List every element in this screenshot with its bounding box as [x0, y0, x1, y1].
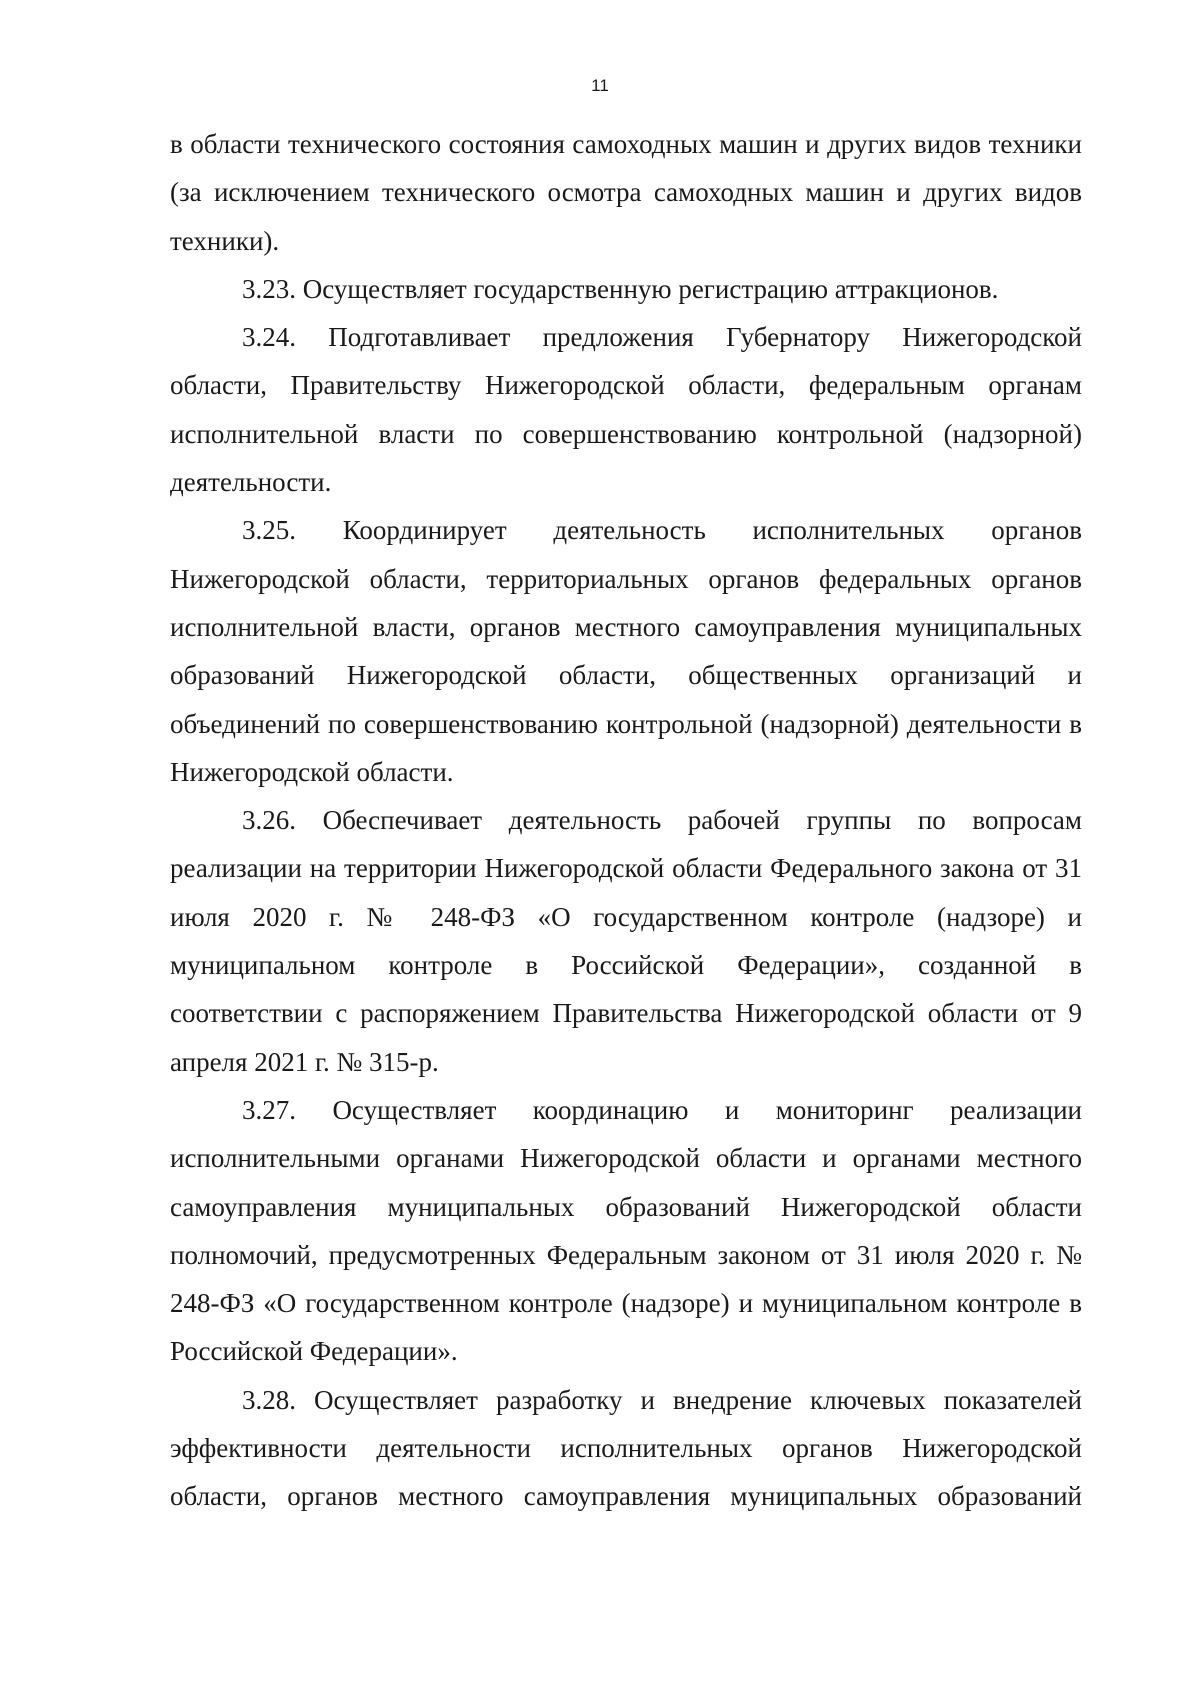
paragraph-3-23: 3.23. Осуществляет государственную регистрацию аттракционов.: [242, 273, 999, 304]
paragraph-3-25: 3.25. Координирует деятельность исполнительных органов Нижегородской области, территориальных органов федеральных органов исполнительной власти, органов местного самоуправления муниципальных образований Нижегородской области, общественных организаций и объединений по совершенствованию контрольной (надзорной) деятельности в Нижегородской области.: [170, 515, 1082, 787]
document-body: [170, 120, 1082, 1521]
paragraph-3-28: 3.28. Осуществляет разработку и внедрение ключевых показателей эффективности деятельности исполнительных органов Нижегородской области, органов местного самоуправления муниципальных образований: [170, 1384, 1082, 1512]
paragraph-3-27: 3.27. Осуществляет координацию и мониторинг реализации исполнительными органами Нижегородской области и органами местного самоуправления муниципальных образований Нижегородской области полномочий, предусмотренных Федеральным законом от 31 июля 2020 г. № 248-ФЗ «О государственном контроле (надзоре) и муниципальном контроле в Российской Федерации».: [170, 1094, 1082, 1367]
paragraph-continuation: в области технического состояния самоходных машин и других видов техники (за исключением технического осмотра самоходных машин и других видов техники).: [170, 129, 1082, 256]
paragraph-3-24: 3.24. Подготавливает предложения Губернатору Нижегородской области, Правительству Нижегородской области, федеральным органам исполнительной власти по совершенствованию контрольной (надзорной) деятельности.: [170, 322, 1082, 498]
paragraph-3-26: 3.26. Обеспечивает деятельность рабочей группы по вопросам реализации на территории Нижегородской области Федерального закона от 31 июля 2020 г. № 248-ФЗ «О государственном контроле (надзоре) и муниципальном контроле в Российской Федерации», созданной в соответствии с распоряжением Правительства Нижегородской области от 9 апреля 2021 г. № 315-р.: [170, 805, 1082, 1077]
page-number: 11: [591, 76, 609, 95]
